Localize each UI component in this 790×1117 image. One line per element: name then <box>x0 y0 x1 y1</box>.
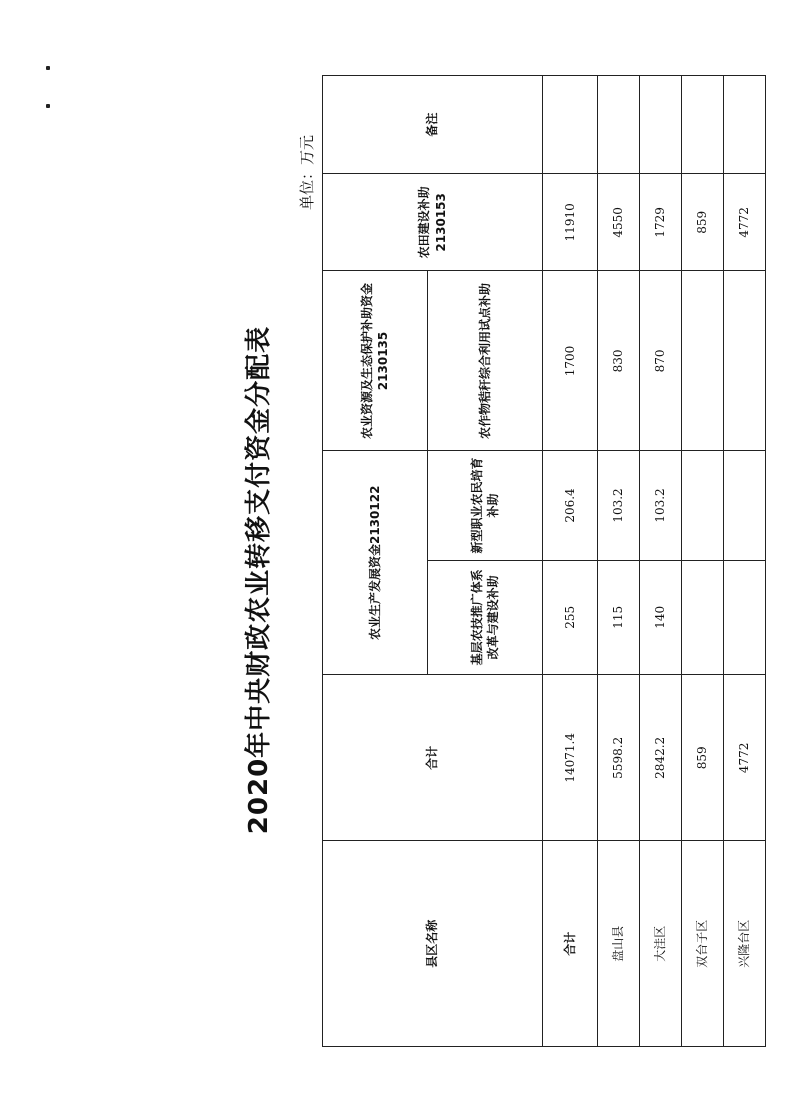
remark-value <box>640 76 682 174</box>
farmland-value: 4772 <box>724 174 766 271</box>
table-row <box>682 76 724 1047</box>
header-total: 合计 <box>323 675 543 841</box>
total-value: 859 <box>682 675 724 841</box>
extension-value: 255 <box>543 560 598 675</box>
remark-value <box>598 76 640 174</box>
farmland-value: 859 <box>682 174 724 271</box>
unit-label: 单位：万元 <box>298 135 316 211</box>
straw-value: 1700 <box>543 271 598 451</box>
farmland-value: 1729 <box>640 174 682 271</box>
page-title: 2020年中央财政农业转移支付资金分配表 <box>244 325 274 835</box>
county-name: 盘山县 <box>598 841 640 1047</box>
extension-value: 140 <box>640 560 682 675</box>
straw-value <box>682 271 724 451</box>
county-name: 双台子区 <box>682 841 724 1047</box>
header-straw: 农作物秸秆综合利用试点补助 <box>428 271 543 451</box>
table-row <box>724 76 766 1047</box>
farmland-value: 4550 <box>598 174 640 271</box>
header-group2: 农业资源及生态保护补助资金2130135 <box>323 271 428 451</box>
total-value: 14071.4 <box>543 675 598 841</box>
header-remark: 备注 <box>323 76 543 174</box>
straw-value: 830 <box>598 271 640 451</box>
table-row <box>598 76 640 1047</box>
remark-value <box>682 76 724 174</box>
farmer-training-value: 103.2 <box>598 451 640 560</box>
county-name: 大洼区 <box>640 841 682 1047</box>
straw-value: 870 <box>640 271 682 451</box>
header-farmland: 农田建设补助2130153 <box>323 174 543 271</box>
header-county: 县区名称 <box>323 841 543 1047</box>
total-value: 5598.2 <box>598 675 640 841</box>
scan-mark <box>46 104 50 108</box>
extension-value <box>682 560 724 675</box>
header-group1: 农业生产发展资金2130122 <box>323 451 428 675</box>
scan-mark <box>46 66 50 70</box>
header-extension: 基层农技推广体系改革与建设补助 <box>428 560 543 675</box>
total-value: 2842.2 <box>640 675 682 841</box>
table-row <box>543 76 598 1047</box>
rotated-sheet <box>230 75 752 1085</box>
farmer-training-value <box>682 451 724 560</box>
county-name: 合计 <box>543 841 598 1047</box>
allocation-table <box>322 75 766 1047</box>
county-name: 兴隆台区 <box>724 841 766 1047</box>
farmland-value: 11910 <box>543 174 598 271</box>
farmer-training-value <box>724 451 766 560</box>
extension-value <box>724 560 766 675</box>
total-value: 4772 <box>724 675 766 841</box>
header-farmer-training: 新型职业农民培育补助 <box>428 451 543 560</box>
straw-value <box>724 271 766 451</box>
extension-value: 115 <box>598 560 640 675</box>
farmer-training-value: 103.2 <box>640 451 682 560</box>
table-row <box>640 76 682 1047</box>
remark-value <box>543 76 598 174</box>
farmer-training-value: 206.4 <box>543 451 598 560</box>
remark-value <box>724 76 766 174</box>
